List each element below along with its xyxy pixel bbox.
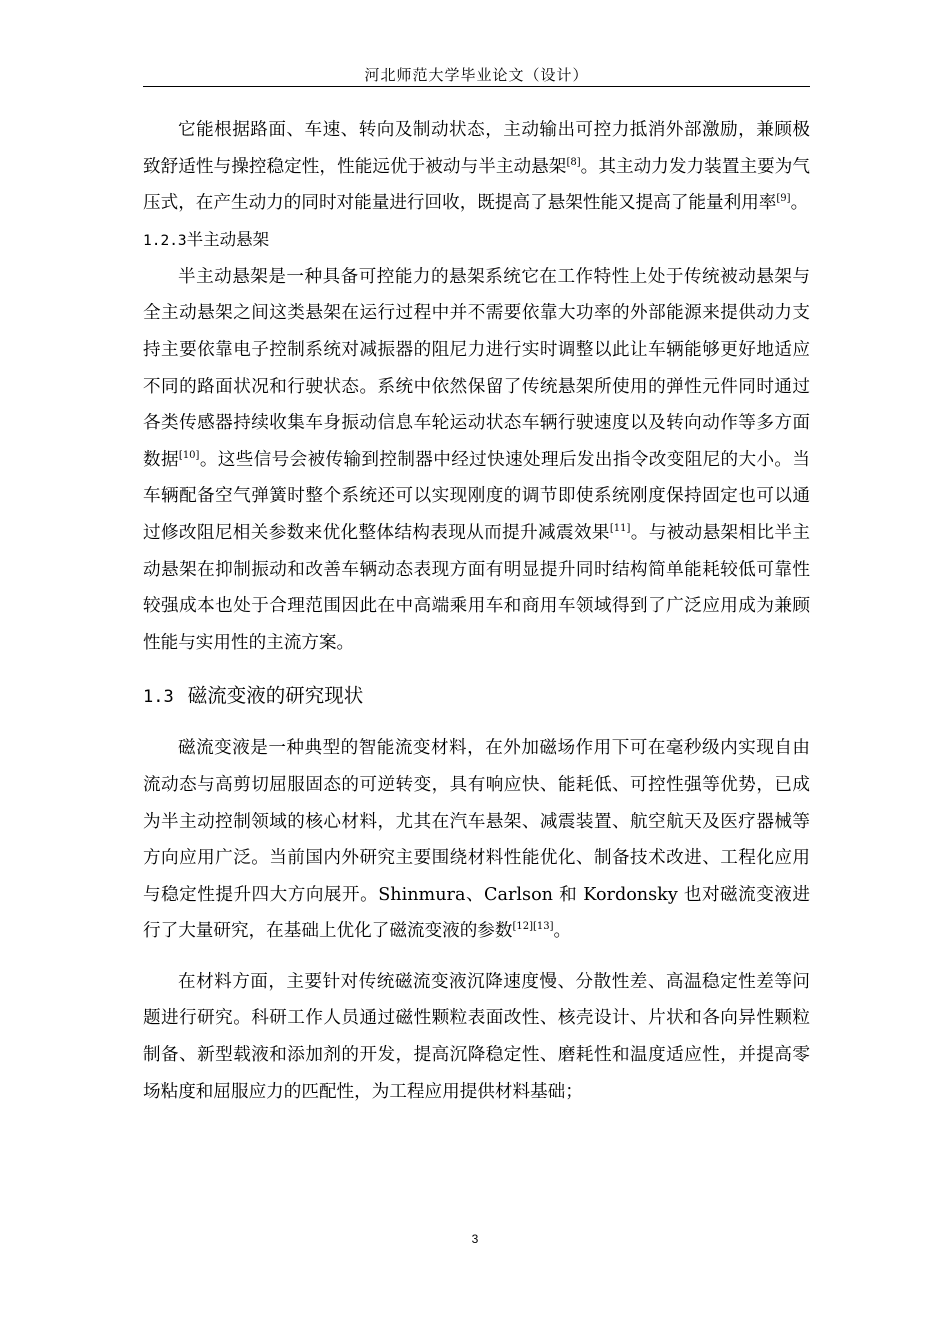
paragraph-text: 在材料方面，主要针对传统磁流变液沉降速度慢、分散性差、高温稳定性差等问题进行研究。科研工作人员通过磁性颗粒表面改性、核壳设计、片状和各向异性颗粒制备、新型载液和添加剂的开发，提高沉降稳定性、磨耗性和温度适应性，并提高零场粘度和屈服应力的匹配性，为工程应用提供材料基础； — [143, 971, 810, 1102]
section-title: 磁流变液的研究现状 — [187, 684, 364, 708]
citation: [10] — [178, 449, 200, 461]
paragraph-text: 。这些信号会被传输到控制器中经过快速处理后发出指令改变阻尼的大小。当车辆配备空气弹簧时整个系统还可以实现刚度的调节即使系统刚度保持固定也可以通过修改阻尼相关参数来优化整体结构表现从而提升减震效果 — [143, 449, 810, 543]
citation: [13] — [533, 921, 554, 933]
page-body — [143, 112, 810, 1110]
section-number: 1.2.3 — [143, 232, 187, 249]
paragraph-text: 。 — [553, 921, 572, 942]
section-number: 1.3 — [143, 687, 174, 708]
section-title: 半主动悬架 — [186, 229, 270, 249]
paragraph-text: 。与被动悬架相比半主动悬架在抑制振动和改善车辆动态表现方面有明显提升同时结构简单能耗较低可靠性较强成本也处于合理范围因此在中高端乘用车和商用车领域得到了广泛应用成为兼顾性能与实用性的主流方案。 — [143, 522, 810, 653]
paragraph-text: 半主动悬架是一种具备可控能力的悬架系统它在工作特性上处于传统被动悬架与全主动悬架之间这类悬架在运行过程中并不需要依靠大功率的外部能源来提供动力支持主要依靠电子控制系统对减振器的阻尼力进行实时调整以此让车辆能够更好地适应不同的路面状况和行驶状态。系统中依然保留了传统悬架所使用的弹性元件同时通过各类传感器持续收集车身振动信息车轮运动状态车辆行驶速度以及转向动作等多方面数据 — [143, 266, 810, 470]
citation: [9] — [776, 193, 791, 205]
paragraph-materials — [143, 964, 810, 1110]
citation: [12] — [512, 921, 534, 933]
paragraph-text: 它能根据路面、车速、转向及制动状态，主动输出可控力抵消外部激励，兼顾极致舒适性与操控稳定性，性能远优于被动与半主动悬架 — [143, 120, 810, 177]
paragraph-mr-fluid-overview — [143, 730, 810, 950]
paragraph-gap — [143, 950, 810, 964]
section-heading-1-3 — [143, 678, 810, 715]
paragraph-active-suspension — [143, 112, 810, 222]
paragraph-text: 。 — [790, 193, 809, 214]
running-header: 河北师范大学毕业论文（设计） — [364, 66, 589, 84]
citation: [8] — [566, 156, 581, 168]
paragraph-text: 磁流变液是一种典型的智能流变材料，在外加磁场作用下可在毫秒级内实现自由流动态与高剪切屈服固态的可逆转变，具有响应快、能耗低、可控性强等优势，已成为半主动控制领域的核心材料，尤其在汽车悬架、减震装置、航空航天及医疗器械等方向应用广泛。当前国内外研究主要围绕材料性能优化、制备技术改进、工程化应用与稳定性提升四大方向展开。Shinmura、Carlson 和 Kordonsky 也对磁流变液进行了大量研究，在基础上优化了磁流变液的参数 — [143, 738, 810, 942]
section-heading-1-2-3 — [143, 222, 810, 259]
page-number: 3 — [471, 1232, 479, 1246]
citation: [11] — [609, 522, 631, 534]
paragraph-text: 。其主动力发力装置主要为气压式，在产生动力的同时对能量进行回收，既提高了悬架性能又提高了能量利用率 — [143, 156, 810, 214]
header-rule — [143, 86, 810, 87]
paragraph-semi-active-suspension — [143, 259, 810, 662]
